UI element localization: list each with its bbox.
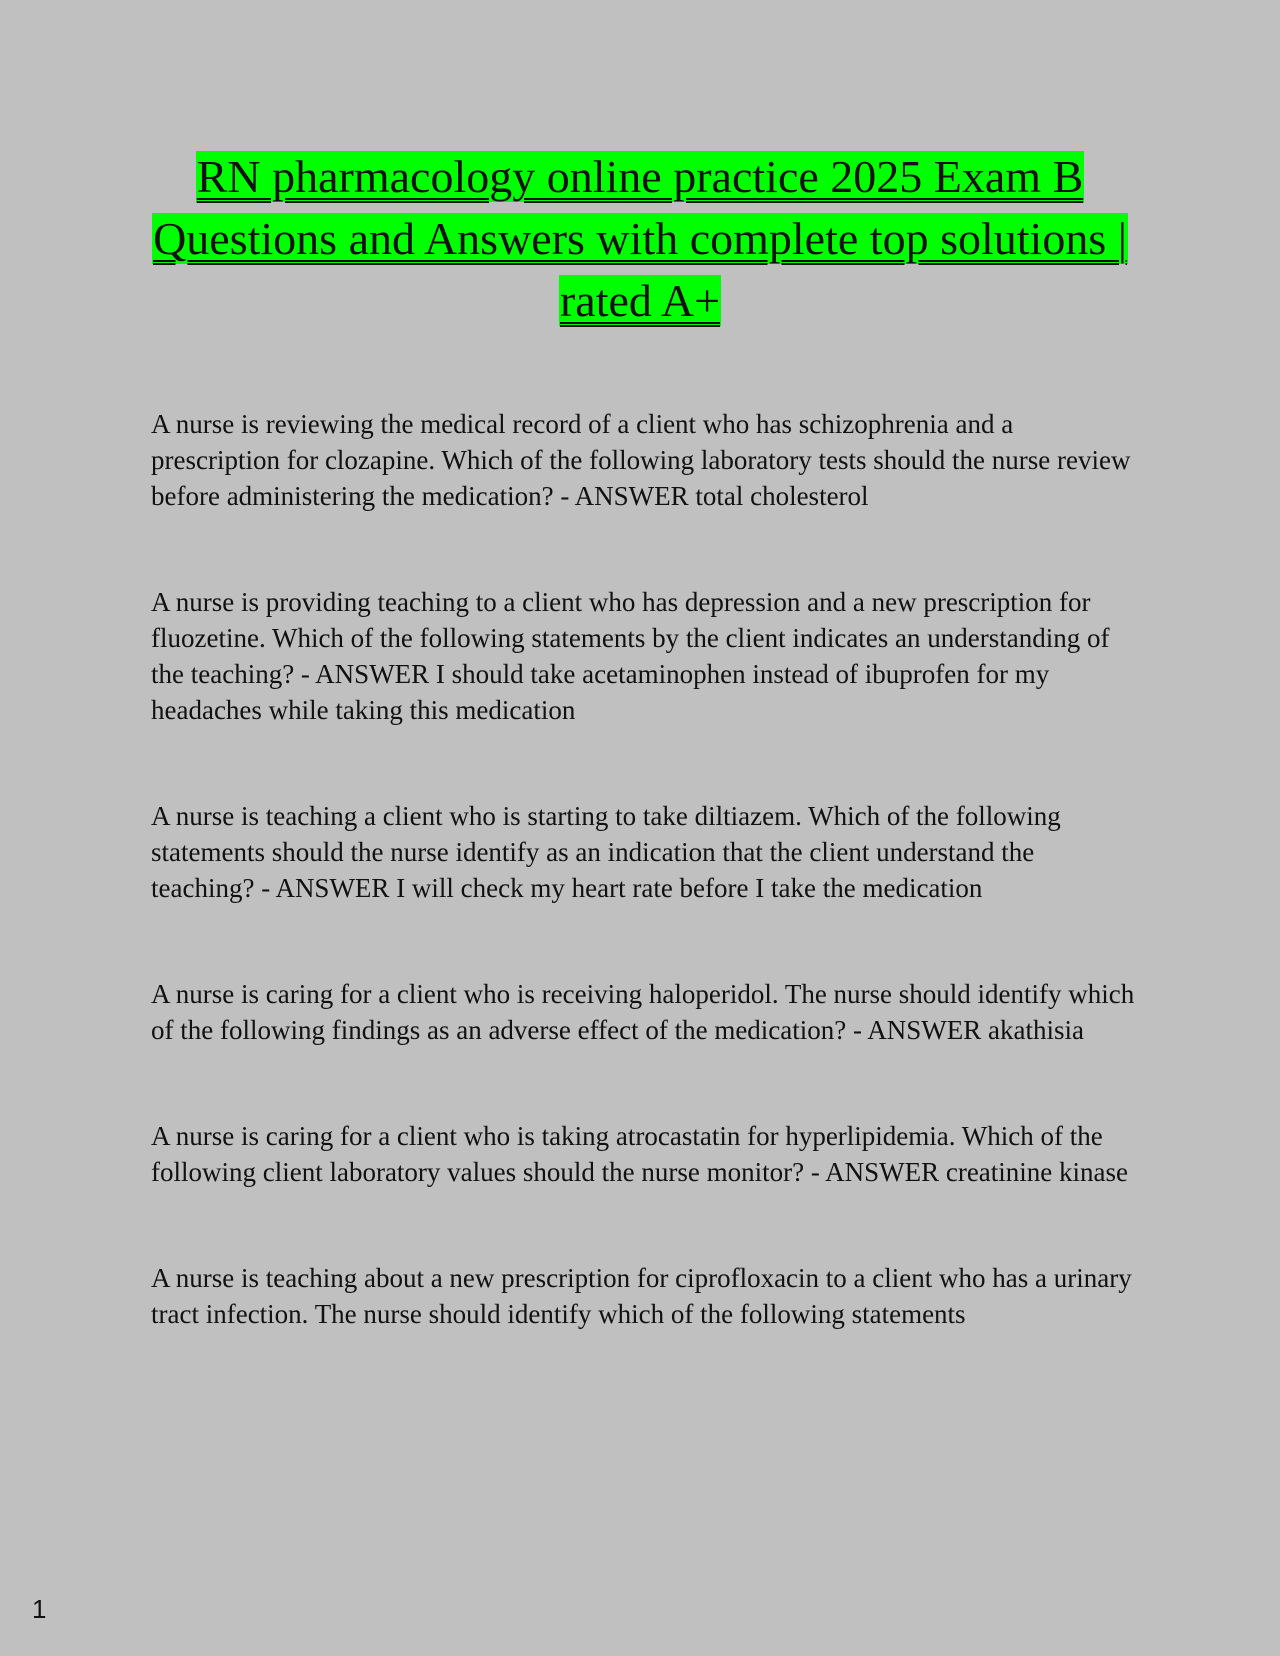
qa-item: A nurse is caring for a client who is taking atrocastatin for hyperlipidemia. Which of the following client laboratory values should the nurse monitor? - ANSWER creatinine kinase [151, 1121, 1129, 1187]
page-title: RN pharmacology online practice 2025 Exam B Questions and Answers with complete top solutions | rated A+ [153, 151, 1127, 326]
qa-list [151, 406, 1136, 1402]
qa-item: A nurse is providing teaching to a client who has depression and a new prescription for fluozetine. Which of the following statements by the client indicates an understanding of the teaching? - ANSWER I should take acetaminophen instead of ibuprofen for my headaches while taking this medication [151, 587, 1110, 725]
title-block [140, 146, 1140, 332]
qa-item: A nurse is teaching a client who is starting to take diltiazem. Which of the following statements should the nurse identify as an indication that the client understand the teaching? - ANSWER I will check my heart rate before I take the medication [151, 801, 1061, 903]
page-number: 1 [32, 1594, 47, 1624]
qa-item: A nurse is teaching about a new prescription for ciprofloxacin to a client who has a urinary tract infection. The nurse should identify which of the following statements [151, 1263, 1132, 1329]
qa-item: A nurse is caring for a client who is receiving haloperidol. The nurse should identify which of the following findings as an adverse effect of the medication? - ANSWER akathisia [151, 979, 1135, 1045]
qa-item: A nurse is reviewing the medical record of a client who has schizophrenia and a prescription for clozapine. Which of the following laboratory tests should the nurse review before administering the medication? - ANSWER total cholesterol [151, 409, 1131, 511]
